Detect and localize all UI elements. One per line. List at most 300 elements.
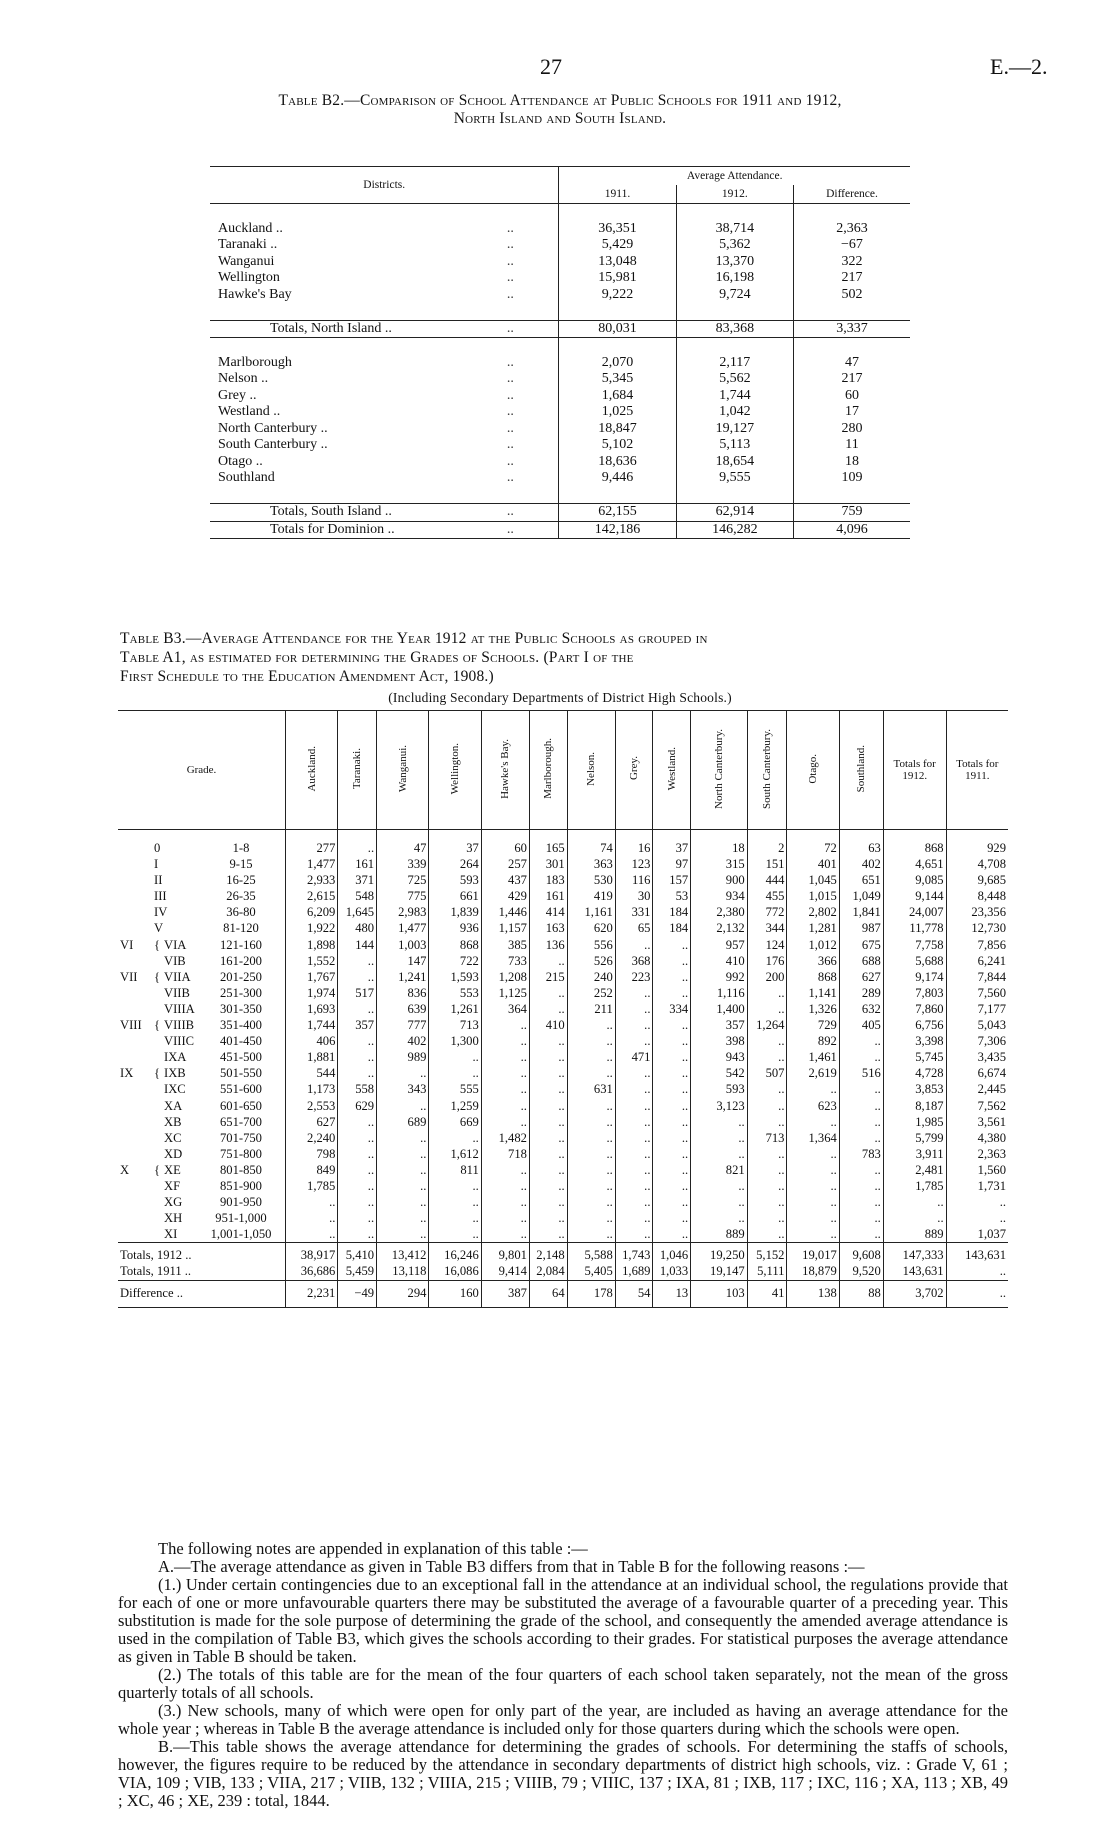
value-cell: 1,208 — [481, 969, 529, 985]
value-cell: .. — [839, 1210, 883, 1226]
value-1911: 18,636 — [559, 454, 676, 471]
value-1911: 13,048 — [559, 254, 676, 271]
leader-dots: .. — [506, 453, 514, 469]
value-cell: 1,173 — [286, 1081, 338, 1097]
grade-subclass: VIIIA — [164, 1001, 195, 1016]
table-row — [118, 904, 1008, 920]
grade-cell — [118, 1114, 286, 1130]
grade-cell — [118, 904, 286, 920]
value-cell: 868 — [883, 830, 946, 857]
table-b2-header-districts: Districts. — [210, 167, 559, 204]
table-row — [210, 237, 910, 254]
value-1912: 1,744 — [676, 388, 793, 405]
value-cell: 1,593 — [429, 969, 481, 985]
value-cell: 725 — [377, 872, 429, 888]
grade-range: 301-350 — [220, 1001, 262, 1016]
value-cell: 16 — [615, 830, 653, 857]
value-cell: 1,116 — [691, 985, 748, 1001]
grade-subclass: XD — [164, 1146, 183, 1161]
value-cell: 627 — [286, 1114, 338, 1130]
value-1912: 9,555 — [676, 470, 793, 487]
value-cell: 357 — [691, 1017, 748, 1033]
value-cell: .. — [615, 1065, 653, 1081]
table-b3-grid — [118, 710, 1008, 1308]
value-cell: 4,708 — [946, 856, 1008, 872]
table-row — [118, 1098, 1008, 1114]
value-cell: .. — [377, 1178, 429, 1194]
grade-cell — [118, 1033, 286, 1049]
table-row — [118, 856, 1008, 872]
table-b3-body — [118, 830, 1008, 1308]
value-cell: 934 — [691, 888, 748, 904]
value-cell: 688 — [839, 953, 883, 969]
table-row — [118, 1081, 1008, 1097]
value-1911: 5,429 — [559, 237, 676, 254]
table-row — [210, 388, 910, 405]
value-cell: 334 — [653, 1001, 691, 1017]
notes-intro: The following notes are appended in explanation of this table :— — [158, 1539, 588, 1558]
value-cell: 661 — [429, 888, 481, 904]
table-row — [118, 1162, 1008, 1178]
grade-range: 161-200 — [220, 953, 262, 968]
value-cell: 63 — [839, 830, 883, 857]
leader-dots: .. — [506, 237, 514, 252]
value-cell: .. — [653, 1146, 691, 1162]
grade-brace: { — [154, 1066, 161, 1081]
value-cell: 402 — [377, 1033, 429, 1049]
table-row — [210, 504, 910, 522]
grade-range: 201-250 — [220, 969, 262, 984]
grade-subclass: XI — [164, 1227, 178, 1242]
value-cell: 116 — [615, 872, 653, 888]
value-cell: .. — [338, 1226, 377, 1243]
value-cell: .. — [529, 985, 567, 1001]
grade-range: 551-600 — [220, 1082, 262, 1097]
grade-subclass: IXA — [164, 1050, 187, 1065]
value-1912: 19,127 — [676, 421, 793, 438]
grade-subclass: XF — [164, 1178, 181, 1193]
value-1911: 5,345 — [559, 371, 676, 388]
spacer-cell — [559, 487, 676, 504]
table-row — [118, 920, 1008, 936]
value-cell: 405 — [839, 1017, 883, 1033]
value-cell: .. — [653, 1130, 691, 1146]
value-cell: 7,177 — [946, 1001, 1008, 1017]
value-cell: 5,745 — [883, 1049, 946, 1065]
value-cell: 1,477 — [286, 856, 338, 872]
value-1912: 1,042 — [676, 404, 793, 421]
column-header — [377, 711, 429, 830]
value-cell: 5,799 — [883, 1130, 946, 1146]
value-cell: 2,615 — [286, 888, 338, 904]
value-cell: 176 — [747, 953, 787, 969]
grade-range: 1,001-1,050 — [210, 1227, 272, 1242]
value-cell: .. — [883, 1210, 946, 1226]
value-cell: 147 — [377, 953, 429, 969]
value-cell: 8,448 — [946, 888, 1008, 904]
value-cell: 88 — [839, 1280, 883, 1307]
value-difference: 217 — [793, 270, 910, 287]
district-name: Westland .. — [218, 404, 281, 419]
value-1911: 5,102 — [559, 437, 676, 454]
value-cell: 12,730 — [946, 920, 1008, 936]
grade-brace: I — [154, 857, 159, 872]
value-cell: 37 — [653, 830, 691, 857]
grade-group: VI — [120, 937, 134, 952]
value-1912: 16,198 — [676, 270, 793, 287]
grade-cell — [118, 1178, 286, 1194]
value-cell: 1,461 — [787, 1049, 839, 1065]
column-header — [481, 711, 529, 830]
value-cell: .. — [529, 1081, 567, 1097]
value-cell: 1,985 — [883, 1114, 946, 1130]
value-cell: 6,241 — [946, 953, 1008, 969]
value-cell: .. — [338, 969, 377, 985]
value-cell: 2,481 — [883, 1162, 946, 1178]
value-cell: .. — [839, 1226, 883, 1243]
value-difference: 47 — [793, 355, 910, 372]
value-cell: 2,619 — [787, 1065, 839, 1081]
value-cell: 651 — [839, 872, 883, 888]
value-1912: 38,714 — [676, 221, 793, 238]
spacer-cell — [499, 338, 559, 355]
totals-row — [118, 1280, 1008, 1307]
value-difference: 217 — [793, 371, 910, 388]
table-b2-header-1912: 1912. — [676, 185, 793, 204]
value-cell: .. — [377, 1098, 429, 1114]
grade-cell — [118, 1049, 286, 1065]
table-row — [210, 254, 910, 271]
district-name: Totals for Dominion .. — [210, 521, 499, 539]
value-cell: .. — [481, 1114, 529, 1130]
table-row — [118, 1049, 1008, 1065]
value-cell: −49 — [338, 1280, 377, 1307]
value-cell: .. — [529, 1049, 567, 1065]
value-cell: .. — [481, 1049, 529, 1065]
table-b2-grid — [210, 166, 910, 539]
value-cell: 669 — [429, 1114, 481, 1130]
table-row — [118, 830, 1008, 857]
value-cell: 2,084 — [529, 1263, 567, 1280]
value-cell: 555 — [429, 1081, 481, 1097]
value-cell: 733 — [481, 953, 529, 969]
value-cell: 401 — [787, 856, 839, 872]
value-cell: 1,033 — [653, 1263, 691, 1280]
value-cell: .. — [481, 1065, 529, 1081]
value-cell: 1,767 — [286, 969, 338, 985]
district-name: Marlborough — [218, 354, 292, 370]
district-name: Taranaki .. — [218, 237, 278, 252]
spacer-cell — [559, 338, 676, 355]
value-cell: 11,778 — [883, 920, 946, 936]
spacer-row — [210, 487, 910, 504]
value-cell: .. — [529, 1178, 567, 1194]
value-cell: 410 — [529, 1017, 567, 1033]
value-cell: .. — [429, 1130, 481, 1146]
column-header-label: Grey. — [628, 756, 641, 781]
value-cell: .. — [747, 1033, 787, 1049]
column-header-label: South Canterbury. — [761, 728, 774, 809]
value-cell: .. — [286, 1194, 338, 1210]
value-cell: .. — [567, 1065, 615, 1081]
grade-brace: { — [154, 1162, 161, 1177]
value-cell: 900 — [691, 872, 748, 888]
value-cell: 2,983 — [377, 904, 429, 920]
value-cell: 7,560 — [946, 985, 1008, 1001]
value-cell: 593 — [429, 872, 481, 888]
grade-cell — [118, 985, 286, 1001]
value-cell: .. — [481, 1162, 529, 1178]
value-cell: .. — [338, 1162, 377, 1178]
value-cell: 136 — [529, 937, 567, 953]
grade-cell — [118, 953, 286, 969]
value-cell: .. — [653, 1017, 691, 1033]
value-cell: 414 — [529, 904, 567, 920]
value-cell: .. — [429, 1194, 481, 1210]
value-cell: .. — [481, 1194, 529, 1210]
value-cell: .. — [567, 1194, 615, 1210]
value-1911: 62,155 — [559, 504, 676, 522]
value-1912: 18,654 — [676, 454, 793, 471]
value-cell: 1,446 — [481, 904, 529, 920]
column-header-label: Westland. — [665, 746, 678, 791]
value-1912: 146,282 — [676, 521, 793, 539]
value-cell: 343 — [377, 1081, 429, 1097]
value-cell: .. — [567, 1226, 615, 1243]
value-cell: .. — [338, 1178, 377, 1194]
value-cell: 1,731 — [946, 1178, 1008, 1194]
value-cell: .. — [286, 1210, 338, 1226]
value-cell: 5,410 — [338, 1243, 377, 1264]
table-row — [118, 1226, 1008, 1243]
value-cell: .. — [653, 1098, 691, 1114]
table-b3 — [118, 710, 1008, 1308]
value-cell: 18 — [691, 830, 748, 857]
value-cell: 5,588 — [567, 1243, 615, 1264]
value-cell: 6,756 — [883, 1017, 946, 1033]
value-cell: 1,049 — [839, 888, 883, 904]
grade-cell — [118, 1001, 286, 1017]
table-row — [210, 270, 910, 287]
grade-range: 251-300 — [220, 985, 262, 1000]
leader-dots: .. — [506, 437, 514, 452]
leader-dots: .. — [506, 371, 514, 386]
table-b2 — [210, 166, 910, 539]
value-cell: 37 — [429, 830, 481, 857]
value-cell: .. — [787, 1146, 839, 1162]
spacer-cell — [793, 204, 910, 221]
table-b2-header-diff: Difference. — [793, 185, 910, 204]
spacer-cell — [676, 204, 793, 221]
value-cell: .. — [338, 830, 377, 857]
value-difference: 4,096 — [793, 521, 910, 539]
table-row — [210, 287, 910, 304]
value-cell: 471 — [615, 1049, 653, 1065]
value-cell: 548 — [338, 888, 377, 904]
value-cell: 1,261 — [429, 1001, 481, 1017]
grade-subclass: XH — [164, 1211, 183, 1226]
value-cell: 371 — [338, 872, 377, 888]
value-cell: 943 — [691, 1049, 748, 1065]
column-header — [839, 711, 883, 830]
value-cell: 631 — [567, 1081, 615, 1097]
document-code: E.—2. — [990, 54, 1048, 79]
leader-dots: .. — [506, 404, 514, 419]
value-cell: 1,012 — [787, 937, 839, 953]
grade-subclass: VIB — [164, 953, 186, 968]
value-cell: .. — [567, 1033, 615, 1049]
value-cell: 868 — [429, 937, 481, 953]
spacer-cell — [559, 204, 676, 221]
value-cell: 556 — [567, 937, 615, 953]
value-cell: .. — [691, 1146, 748, 1162]
value-cell: 558 — [338, 1081, 377, 1097]
value-cell: 9,801 — [481, 1243, 529, 1264]
value-cell: .. — [529, 1162, 567, 1178]
value-cell: .. — [839, 1098, 883, 1114]
grade-cell — [118, 888, 286, 904]
value-cell: .. — [429, 1065, 481, 1081]
value-cell: .. — [338, 953, 377, 969]
value-cell: 7,860 — [883, 1001, 946, 1017]
value-cell: 8,187 — [883, 1098, 946, 1114]
value-cell: 398 — [691, 1033, 748, 1049]
spacer-cell — [499, 487, 559, 504]
table-row — [118, 1130, 1008, 1146]
value-cell: .. — [747, 1210, 787, 1226]
grade-subclass: VIIB — [164, 985, 190, 1000]
value-1911: 142,186 — [559, 521, 676, 539]
value-cell: 1,045 — [787, 872, 839, 888]
grade-subclass: VIA — [164, 937, 187, 952]
grade-subclass: XE — [164, 1162, 181, 1177]
value-cell: 7,562 — [946, 1098, 1008, 1114]
value-cell: .. — [787, 1114, 839, 1130]
grade-brace: II — [154, 873, 163, 888]
value-cell: .. — [839, 1194, 883, 1210]
value-cell: 516 — [839, 1065, 883, 1081]
value-cell: 53 — [653, 888, 691, 904]
grade-cell — [118, 1210, 286, 1226]
value-cell: 4,651 — [883, 856, 946, 872]
district-name: Wanganui — [218, 253, 275, 269]
value-cell: .. — [747, 1081, 787, 1097]
grade-subclass: XC — [164, 1130, 182, 1145]
value-cell: 836 — [377, 985, 429, 1001]
leader-dots: .. — [499, 521, 559, 539]
column-header — [286, 711, 338, 830]
value-cell: .. — [429, 1178, 481, 1194]
value-cell: 9,608 — [839, 1243, 883, 1264]
value-cell: 1,326 — [787, 1001, 839, 1017]
value-cell: 1,037 — [946, 1226, 1008, 1243]
value-cell: 889 — [883, 1226, 946, 1243]
value-difference: 502 — [793, 287, 910, 304]
value-cell: 1,015 — [787, 888, 839, 904]
value-cell: .. — [653, 1210, 691, 1226]
grade-range: 451-500 — [220, 1050, 262, 1065]
column-header-label: Taranaki. — [351, 747, 364, 790]
value-cell: .. — [338, 1001, 377, 1017]
grade-range: 751-800 — [220, 1146, 262, 1161]
table-b2-south-total — [210, 504, 910, 522]
value-1911: 80,031 — [559, 320, 676, 338]
grade-range: 121-160 — [220, 937, 262, 952]
value-cell: 987 — [839, 920, 883, 936]
table-row — [118, 1065, 1008, 1081]
value-difference: 2,363 — [793, 221, 910, 238]
value-cell: .. — [338, 1146, 377, 1162]
value-cell: 7,803 — [883, 985, 946, 1001]
grade-range: 601-650 — [220, 1098, 262, 1113]
value-cell: 3,853 — [883, 1081, 946, 1097]
value-difference: 109 — [793, 470, 910, 487]
value-cell: .. — [429, 1049, 481, 1065]
value-cell: .. — [747, 1226, 787, 1243]
value-cell: .. — [787, 1226, 839, 1243]
value-cell: 3,561 — [946, 1114, 1008, 1130]
value-cell: 992 — [691, 969, 748, 985]
column-header — [338, 711, 377, 830]
table-row — [210, 421, 910, 438]
leader-dots: .. — [506, 220, 514, 236]
value-cell: 1,281 — [787, 920, 839, 936]
value-cell: .. — [615, 1114, 653, 1130]
value-cell: 13,118 — [377, 1263, 429, 1280]
value-cell: 4,728 — [883, 1065, 946, 1081]
value-cell: 553 — [429, 985, 481, 1001]
value-cell: .. — [567, 1162, 615, 1178]
value-cell: 13 — [653, 1280, 691, 1307]
value-cell: .. — [338, 1194, 377, 1210]
grade-cell — [118, 1146, 286, 1162]
value-cell: 3,123 — [691, 1098, 748, 1114]
table-row — [118, 985, 1008, 1001]
value-cell: 402 — [839, 856, 883, 872]
grade-cell — [118, 969, 286, 985]
grade-cell — [118, 1081, 286, 1097]
value-cell: .. — [615, 1146, 653, 1162]
value-cell: 9,174 — [883, 969, 946, 985]
value-difference: 759 — [793, 504, 910, 522]
value-cell: .. — [653, 1049, 691, 1065]
value-cell: .. — [529, 1210, 567, 1226]
column-header-label: North Canterbury. — [712, 728, 725, 809]
value-cell: .. — [747, 1162, 787, 1178]
value-cell: 9,085 — [883, 872, 946, 888]
value-cell: 200 — [747, 969, 787, 985]
value-cell: .. — [839, 1081, 883, 1097]
grade-subclass: IXC — [164, 1082, 186, 1097]
table-row — [118, 1001, 1008, 1017]
leader-dots: .. — [506, 387, 514, 403]
value-cell: .. — [839, 1033, 883, 1049]
district-name: Hawke's Bay — [218, 286, 292, 302]
value-1911: 9,446 — [559, 470, 676, 487]
column-header — [747, 711, 787, 830]
leader-dots: .. — [506, 420, 514, 436]
value-cell: 1,922 — [286, 920, 338, 936]
table-row — [210, 221, 910, 238]
value-cell: 103 — [691, 1280, 748, 1307]
value-cell: .. — [529, 1194, 567, 1210]
value-cell: 257 — [481, 856, 529, 872]
grade-cell — [118, 937, 286, 953]
value-1911: 36,351 — [559, 221, 676, 238]
value-cell: .. — [377, 1130, 429, 1146]
value-cell: 1,241 — [377, 969, 429, 985]
value-cell: 444 — [747, 872, 787, 888]
